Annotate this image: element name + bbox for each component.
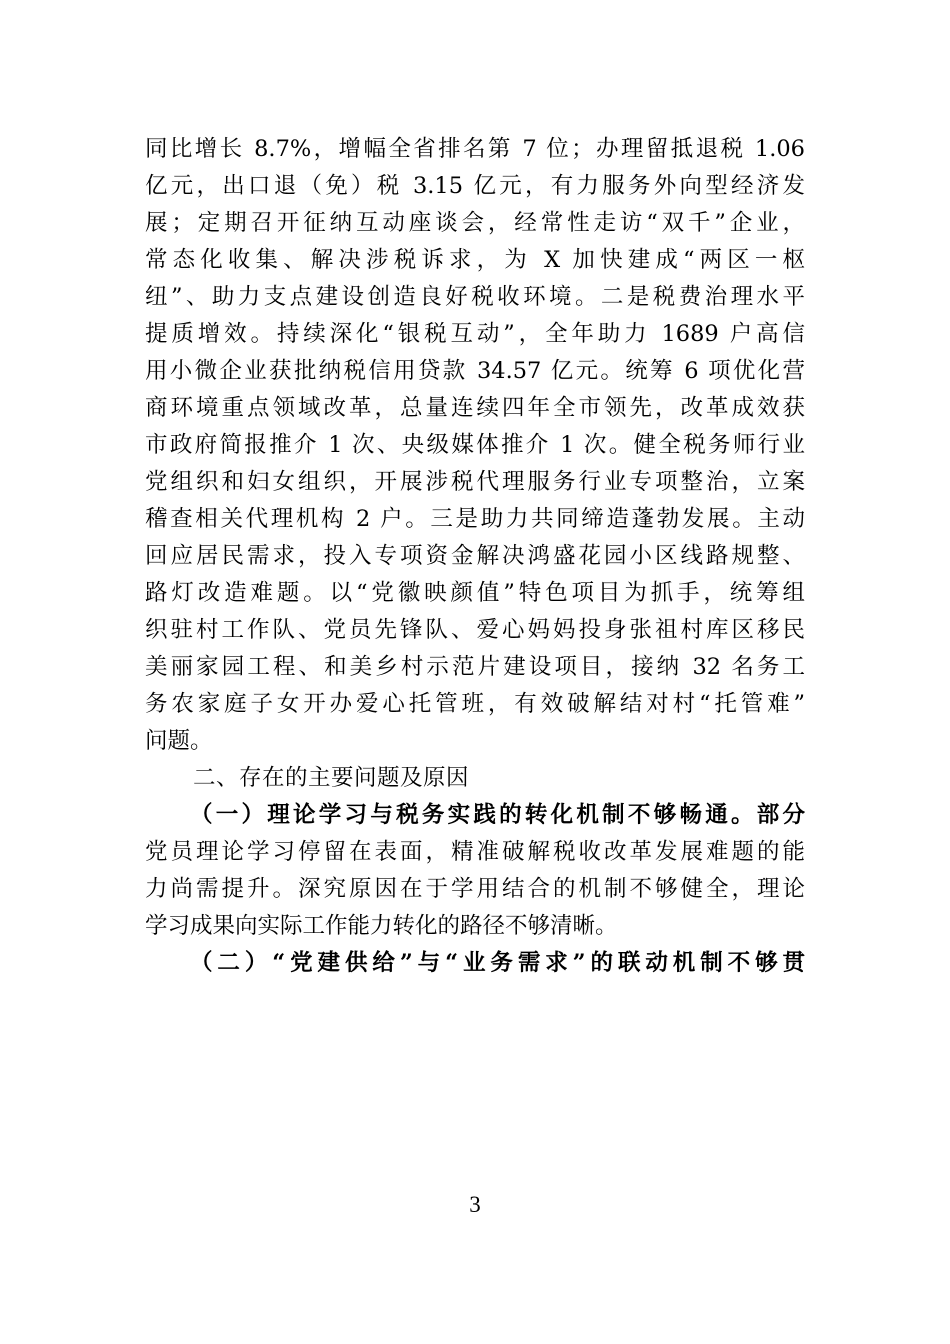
text-line: 纽”、助力支点建设创造良好税收环境。二是税费治理水平 — [145, 284, 805, 310]
text-line: 提质增效。持续深化“银税互动”，全年助力 1689 户高信 — [145, 321, 805, 347]
text-line: 力尚需提升。深究原因在于学用结合的机制不够健全，理论 — [145, 876, 805, 902]
text-line: 亿元，出口退（免）税 3.15 亿元，有力服务外向型经济发 — [145, 173, 805, 199]
text-line: 美丽家园工程、和美乡村示范片建设项目，接纳 32 名务工 — [145, 654, 805, 680]
section-heading: 二、存在的主要问题及原因 — [193, 765, 470, 791]
text-line: 市政府简报推介 1 次、央级媒体推介 1 次。健全税务师行业 — [145, 432, 805, 458]
text-line: 务农家庭子女开办爱心托管班，有效破解结对村“托管难” — [145, 691, 805, 717]
sub-item-heading-line: （二）“党建供给”与“业务需求”的联动机制不够贯 — [190, 950, 805, 976]
text-line: 问题。 — [145, 728, 213, 754]
text-line: 同比增长 8.7%，增幅全省排名第 7 位；办理留抵退税 1.06 — [145, 136, 805, 162]
text-line: 展；定期召开征纳互动座谈会，经常性走访“双千”企业， — [145, 210, 805, 236]
text-line: 回应居民需求，投入专项资金解决鸿盛花园小区线路规整、 — [145, 543, 805, 569]
text-line: 商环境重点领域改革，总量连续四年全市领先，改革成效获 — [145, 395, 805, 421]
text-line: 党组织和妇女组织，开展涉税代理服务行业专项整治，立案 — [145, 469, 805, 495]
sub-item-heading-line: （一）理论学习与税务实践的转化机制不够畅通。部分 — [190, 802, 805, 828]
text-line: 用小微企业获批纳税信用贷款 34.57 亿元。统筹 6 项优化营 — [145, 358, 805, 384]
text-line: 学习成果向实际工作能力转化的路径不够清晰。 — [145, 913, 618, 939]
text-line: 稽查相关代理机构 2 户。三是助力共同缔造蓬勃发展。主动 — [145, 506, 805, 532]
text-line: 党员理论学习停留在表面，精准破解税收改革发展难题的能 — [145, 839, 805, 865]
text-line: 路灯改造难题。以“党徽映颜值”特色项目为抓手，统筹组 — [145, 580, 805, 606]
text-line: 织驻村工作队、党员先锋队、爱心妈妈投身张祖村库区移民 — [145, 617, 805, 643]
page-number: 3 — [469, 1192, 481, 1217]
text-line: 常态化收集、解决涉税诉求，为 X 加快建成“两区一枢 — [145, 247, 805, 273]
